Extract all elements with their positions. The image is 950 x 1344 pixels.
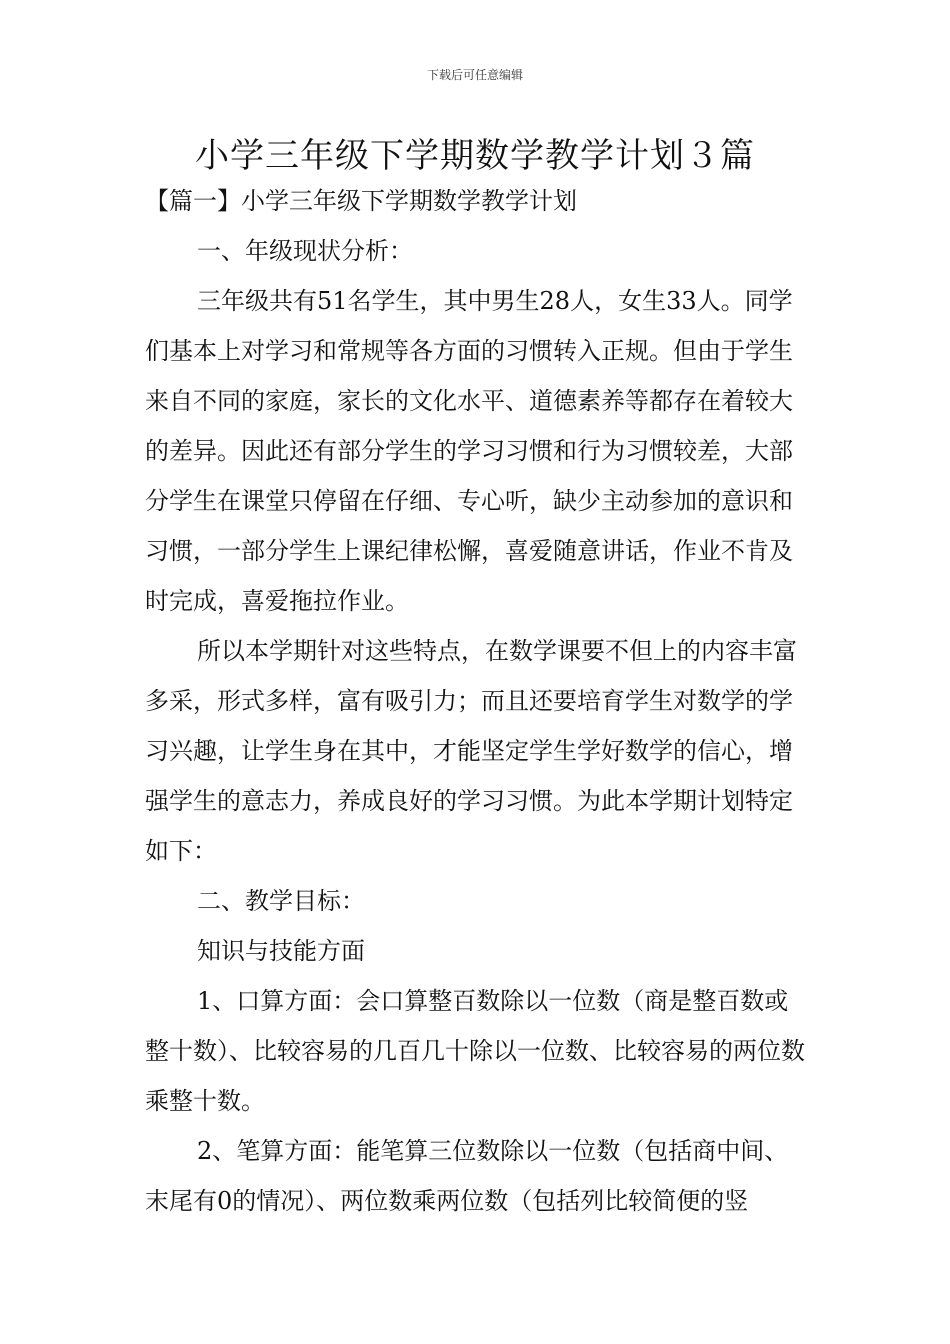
header-note: 下载后可任意编辑: [426, 68, 523, 82]
paragraph-oral-calculation: 1、口算方面：会口算整百数除以一位数（商是整百数或整十数）、比较容易的几百几十除以一位数、比较容易的两位数乘整十数。: [145, 987, 805, 1115]
paragraph-written-calculation: 2、笔算方面：能笔算三位数除以一位数（包括商中间、末尾有0的情况）、两位数乘两位数（包括列比较简便的竖: [145, 1137, 789, 1215]
paragraph-knowledge-skills: 知识与技能方面: [197, 937, 365, 965]
section-heading: 【篇一】小学三年级下学期数学教学计划: [145, 187, 577, 215]
paragraph-semester-approach: 所以本学期针对这些特点，在数学课要不但上的内容丰富多采，形式多样，富有吸引力；而且还要培育学生对数学的学习兴趣，让学生身在其中，才能坚定学生学好数学的信心，增强学生的意志力，养成良好的学习习惯。为此本学期计划特定如下：: [145, 637, 797, 865]
paragraph-teaching-goals-heading: 二、教学目标：: [197, 887, 365, 915]
paragraph-grade-analysis-heading: 一、年级现状分析：: [197, 237, 413, 265]
document-title: 小学三年级下学期数学教学计划３篇: [195, 136, 755, 176]
paragraph-grade-analysis: 三年级共有51名学生，其中男生28人，女生33人。同学们基本上对学习和常规等各方面的习惯转入正规。但由于学生来自不同的家庭，家长的文化水平、道德素养等都存在着较大的差异。因此还有部分学生的学习习惯和行为习惯较差，大部分学生在课堂只停留在仔细、专心听，缺少主动参加的意识和习惯，一部分学生上课纪律松懈，喜爱随意讲话，作业不肯及时完成，喜爱拖拉作业。: [145, 287, 793, 615]
document-body: [145, 176, 810, 1226]
